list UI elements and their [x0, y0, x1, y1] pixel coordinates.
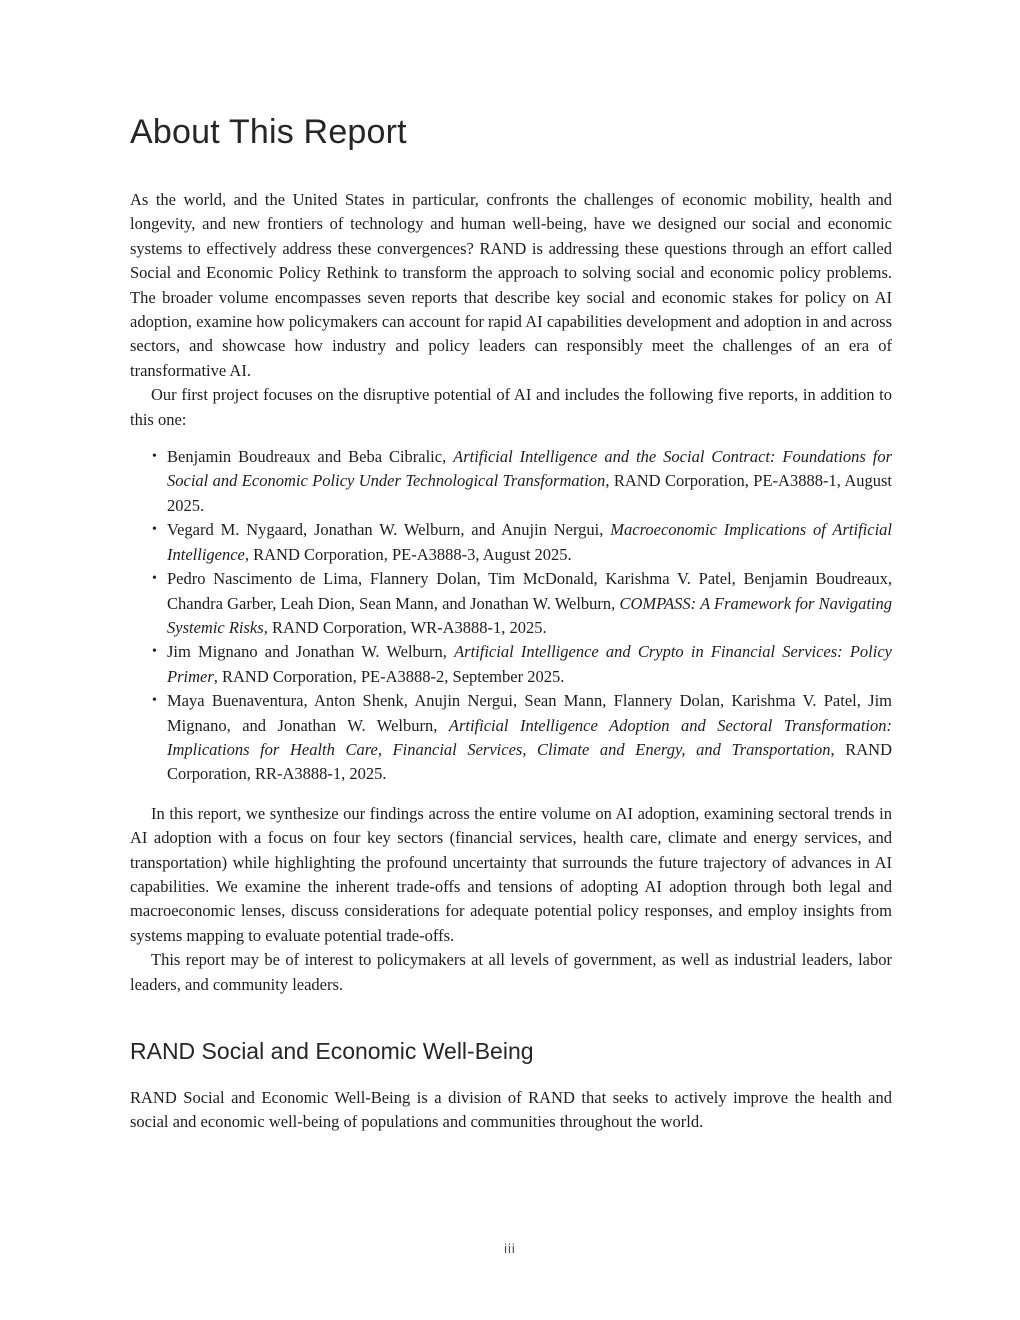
- intro-paragraph-2: Our first project focuses on the disruptive potential of AI and includes the following five reports, in addition to this one:: [130, 385, 892, 429]
- report-title: Artificial Intelligence and the Social Contract: Foundations for Social and Economic Policy Under Technological Transformation: [167, 447, 892, 491]
- intro-paragraph-1: As the world, and the United States in particular, confronts the challenges of economic mobility, health and longevity, and new frontiers of technology and human well-being, have we designed our social and economic systems to effectively address these convergences? RAND is addressing these questions through an effort called Social and Economic Policy Rethink to transform the approach to solving social and economic policy problems. The broader volume encompasses seven reports that describe key social and economic stakes for policy on AI adoption, examine how policymakers can account for rapid AI capabilities development and adoption in and across sectors, and showcase how industry and policy leaders can responsibly meet the challenges of an era of transformative AI.: [130, 190, 892, 380]
- rand-seb-paragraph: RAND Social and Economic Well-Being is a division of RAND that seeks to actively improve the health and social and economic well-being of populations and communities throughout the world.: [130, 1088, 892, 1132]
- synthesis-paragraph: In this report, we synthesize our findings across the entire volume on AI adoption, examining sectoral trends in AI adoption with a focus on four key sectors (financial services, health care, climate and energy services, and transportation) while highlighting the profound uncertainty that surrounds the future trajectory of advances in AI capabilities. We examine the inherent trade-offs and tensions of adopting AI adoption through both legal and macroeconomic lenses, discuss considerations for adequate potential policy responses, and employ insights from systems mapping to evaluate potential trade-offs.: [130, 803, 892, 945]
- audience-paragraph: This report may be of interest to policymakers at all levels of government, as well as industrial leaders, labor leaders, and community leaders.: [130, 950, 892, 994]
- report-citation-text: Benjamin Boudreaux and Beba Cibralic,: [167, 447, 454, 467]
- section-heading-rand-seb: RAND Social and Economic Well-Being: [130, 1038, 534, 1064]
- report-title: Macroeconomic Implications of Artificial Intelligence: [167, 520, 892, 564]
- report-citation-text: Pedro Nascimento de Lima, Flannery Dolan, Tim McDonald, Karishma V. Patel, Benjamin Boudreaux, Chandra Garber, Leah Dion, Sean Mann, and Jonathan W. Welburn,: [167, 569, 892, 613]
- report-list-item: [167, 445, 892, 518]
- report-citation-text: , RAND Corporation, WR-A3888-1, 2025.: [263, 617, 547, 637]
- report-citation-text: , RAND Corporation, PE-A3888-1, August 2025.: [167, 471, 892, 515]
- page-number: iii: [504, 1241, 516, 1256]
- report-citation-text: Jim Mignano and Jonathan W. Welburn,: [167, 642, 455, 662]
- report-title: Artificial Intelligence and Crypto in Financial Services: Policy Primer: [167, 642, 892, 686]
- report-title: Artificial Intelligence Adoption and Sectoral Transformation: Implications for Health Care, Financial Services, Climate and Energy, and Transportation: [167, 715, 892, 759]
- reports-list: [130, 445, 892, 787]
- report-citation-text: , RAND Corporation, PE-A3888-2, September 2025.: [213, 666, 565, 686]
- report-list-item: [167, 567, 892, 640]
- report-list-item: [167, 518, 892, 567]
- report-citation-text: , RAND Corporation, RR-A3888-1, 2025.: [167, 739, 892, 784]
- page-title: About This Report: [130, 113, 407, 151]
- report-citation-text: , RAND Corporation, PE-A3888-3, August 2025.: [244, 544, 572, 564]
- report-list-item: [167, 689, 892, 787]
- report-citation-text: Maya Buenaventura, Anton Shenk, Anujin Nergui, Sean Mann, Flannery Dolan, Karishma V. Patel, Jim Mignano, and Jonathan W. Welburn,: [167, 691, 892, 735]
- report-citation-text: Vegard M. Nygaard, Jonathan W. Welburn, and Anujin Nergui,: [167, 520, 611, 540]
- report-title: COMPASS: A Framework for Navigating Systemic Risks: [167, 593, 893, 637]
- report-list-item: [167, 640, 892, 689]
- page-footer: [0, 1240, 1020, 1258]
- about-report-section: [130, 0, 892, 1135]
